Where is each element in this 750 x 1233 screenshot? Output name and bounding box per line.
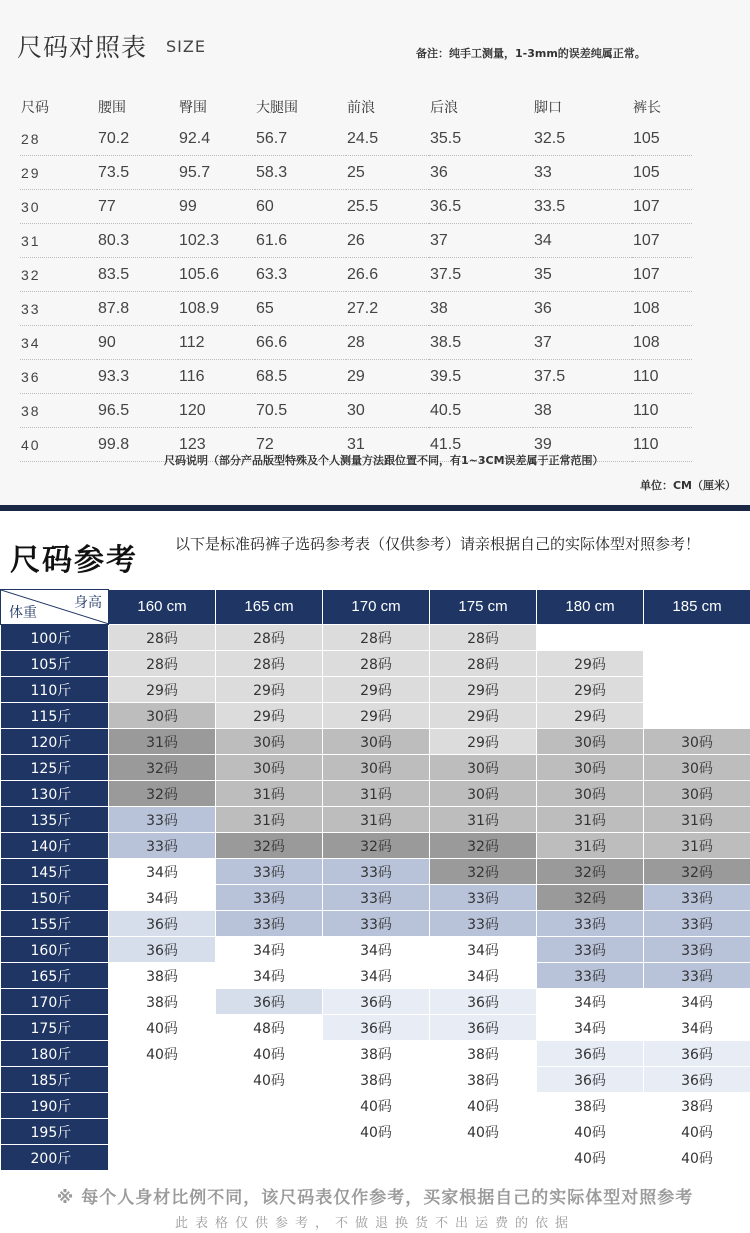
size-cell: 31码: [216, 781, 323, 807]
table-cell: 37.5: [533, 360, 632, 394]
weight-row-header: 135斤: [1, 807, 109, 833]
table-cell: 99: [178, 190, 255, 224]
unit-label: 单位：CM（厘米）: [639, 479, 736, 492]
size-cell: 29码: [537, 651, 644, 677]
table-cell: 80.3: [97, 224, 178, 258]
size-cell: 40码: [109, 1015, 216, 1041]
size-cell: 31码: [430, 807, 537, 833]
table-cell: 38: [429, 292, 533, 326]
weight-row-header: 115斤: [1, 703, 109, 729]
weight-row-header: 100斤: [1, 625, 109, 651]
size-cell: 33码: [109, 833, 216, 859]
table-cell: 116: [178, 360, 255, 394]
weight-row-header: 185斤: [1, 1067, 109, 1093]
table-cell: 60: [255, 190, 346, 224]
size-cell: 40码: [644, 1145, 750, 1171]
table-cell: 105.6: [178, 258, 255, 292]
size-col-header: 大腿围: [256, 100, 298, 116]
size-cell: 29码: [109, 677, 216, 703]
table-cell: 37: [533, 326, 632, 360]
size-col-header: 裤长: [633, 100, 661, 116]
table-cell: 40.5: [429, 394, 533, 428]
table-cell: 30: [346, 394, 429, 428]
table-corner: [1, 590, 109, 625]
table-row: [20, 156, 692, 190]
weight-row-header: 140斤: [1, 833, 109, 859]
size-cell: 29码: [216, 677, 323, 703]
size-cell: 34码: [216, 937, 323, 963]
table-cell: 35.5: [429, 122, 533, 156]
size-cell: 30码: [644, 729, 750, 755]
table-row: [1, 1015, 750, 1041]
table-row: [20, 360, 692, 394]
table-cell: 87.8: [97, 292, 178, 326]
size-col-header: 前浪: [347, 100, 375, 116]
size-cell: 28码: [109, 625, 216, 651]
weight-row-header: 165斤: [1, 963, 109, 989]
table-cell: 95.7: [178, 156, 255, 190]
height-col-header: 160 cm: [109, 590, 216, 625]
size-cell: [430, 1145, 537, 1171]
size-cell: 36码: [430, 989, 537, 1015]
table-cell: 99.8: [97, 428, 178, 462]
table-cell: 123: [178, 428, 255, 462]
size-cell: 38码: [323, 1041, 430, 1067]
size-cell: 30码: [537, 755, 644, 781]
corner-weight-label: 体重: [9, 605, 37, 621]
table-cell: 70.2: [97, 122, 178, 156]
size-cell: 29码: [323, 703, 430, 729]
weight-row-header: 120斤: [1, 729, 109, 755]
size-cell: [644, 677, 750, 703]
table-cell: 36: [20, 360, 97, 394]
table-cell: 31: [346, 428, 429, 462]
size-cell: 32码: [644, 859, 750, 885]
table-cell: 107: [632, 190, 692, 224]
weight-row-header: 110斤: [1, 677, 109, 703]
table-row: [1, 833, 750, 859]
table-cell: 33.5: [533, 190, 632, 224]
table-cell: 35: [533, 258, 632, 292]
size-cell: 29码: [537, 703, 644, 729]
size-cell: 30码: [644, 755, 750, 781]
table-cell: 32: [20, 258, 97, 292]
table-row: [20, 394, 692, 428]
size-reference-section: [0, 505, 750, 1233]
table-row: [1, 859, 750, 885]
weight-row-header: 150斤: [1, 885, 109, 911]
size-cell: 33码: [323, 911, 430, 937]
table-cell: 77: [97, 190, 178, 224]
table-cell: 66.6: [255, 326, 346, 360]
size-col-header: 后浪: [430, 100, 458, 116]
size-cell: 38码: [430, 1041, 537, 1067]
size-cell: 33码: [430, 885, 537, 911]
size-cell: 29码: [323, 677, 430, 703]
size-cell: 34码: [216, 963, 323, 989]
table-cell: 32.5: [533, 122, 632, 156]
table-row: [1, 729, 750, 755]
table-cell: 26: [346, 224, 429, 258]
size-cell: 31码: [216, 807, 323, 833]
weight-row-header: 125斤: [1, 755, 109, 781]
size-cell: 30码: [644, 781, 750, 807]
table-row: [20, 326, 692, 360]
size-cell: 31码: [537, 807, 644, 833]
size-cell: 33码: [430, 911, 537, 937]
size-cell: [644, 625, 750, 651]
size-cell: 30码: [430, 781, 537, 807]
size-cell: 33码: [216, 859, 323, 885]
weight-row-header: 195斤: [1, 1119, 109, 1145]
measurement-note: 备注：纯手工测量，1-3mm的误差纯属正常。: [416, 47, 646, 60]
size-cell: 36码: [323, 1015, 430, 1041]
size-col-header: 腰围: [98, 100, 126, 116]
size-cell: 31码: [644, 807, 750, 833]
weight-row-header: 160斤: [1, 937, 109, 963]
size-cell: 30码: [216, 755, 323, 781]
table-cell: 27.2: [346, 292, 429, 326]
size-cell: 33码: [537, 911, 644, 937]
table-row: [1, 937, 750, 963]
table-row: [1, 1145, 750, 1171]
table-cell: 29: [20, 156, 97, 190]
table-cell: 107: [632, 258, 692, 292]
table-cell: 40: [20, 428, 97, 462]
size-cell: 30码: [216, 729, 323, 755]
reference-title: 尺码参考: [10, 543, 138, 578]
table-cell: 107: [632, 224, 692, 258]
table-row: [1, 625, 750, 651]
table-cell: 83.5: [97, 258, 178, 292]
size-cell: 36码: [537, 1067, 644, 1093]
size-cell: [109, 1093, 216, 1119]
size-cell: 34码: [644, 989, 750, 1015]
size-cell: [644, 703, 750, 729]
size-cell: 34码: [537, 1015, 644, 1041]
reference-disclaimer: 此表格仅供参考，不做退换货不出运费的依据: [174, 1216, 575, 1231]
height-col-header: 175 cm: [430, 590, 537, 625]
table-row: [20, 292, 692, 326]
table-row: [1, 989, 750, 1015]
size-cell: [109, 1067, 216, 1093]
weight-row-header: 180斤: [1, 1041, 109, 1067]
table-cell: 36: [533, 292, 632, 326]
table-cell: 120: [178, 394, 255, 428]
size-footnote: 尺码说明（部分产品版型特殊及个人测量方法跟位置不同，有1~3CM误差属于正常范围）: [164, 454, 604, 467]
weight-row-header: 200斤: [1, 1145, 109, 1171]
size-cell: 30码: [430, 755, 537, 781]
size-col-header: 尺码: [21, 100, 49, 116]
table-cell: 68.5: [255, 360, 346, 394]
size-cell: 30码: [109, 703, 216, 729]
height-col-header: 170 cm: [323, 590, 430, 625]
table-cell: 33: [20, 292, 97, 326]
size-cell: 34码: [323, 937, 430, 963]
table-cell: 37.5: [429, 258, 533, 292]
table-cell: 108: [632, 326, 692, 360]
size-cell: 29码: [430, 677, 537, 703]
table-cell: 28: [20, 122, 97, 156]
table-cell: 110: [632, 360, 692, 394]
size-cell: 38码: [109, 963, 216, 989]
size-cell: 36码: [109, 937, 216, 963]
table-cell: 39.5: [429, 360, 533, 394]
size-cell: 32码: [430, 859, 537, 885]
size-cell: 40码: [537, 1119, 644, 1145]
table-cell: 105: [632, 122, 692, 156]
size-cell: 34码: [323, 963, 430, 989]
table-cell: 31: [20, 224, 97, 258]
size-cell: 32码: [109, 755, 216, 781]
size-cell: 34码: [109, 859, 216, 885]
table-cell: 38: [20, 394, 97, 428]
table-cell: 26.6: [346, 258, 429, 292]
reference-table: [0, 589, 750, 1171]
table-cell: 92.4: [178, 122, 255, 156]
table-row: [1, 911, 750, 937]
size-cell: 30码: [537, 781, 644, 807]
size-chart-title-en: SIZE: [166, 37, 206, 56]
table-cell: 61.6: [255, 224, 346, 258]
table-cell: 102.3: [178, 224, 255, 258]
corner-height-label: 身高: [74, 595, 102, 611]
size-cell: 33码: [644, 963, 750, 989]
size-cell: 28码: [216, 651, 323, 677]
size-cell: 38码: [537, 1093, 644, 1119]
table-cell: 41.5: [429, 428, 533, 462]
table-cell: 39: [533, 428, 632, 462]
table-cell: 38.5: [429, 326, 533, 360]
table-row: [1, 1119, 750, 1145]
table-cell: 73.5: [97, 156, 178, 190]
weight-row-header: 175斤: [1, 1015, 109, 1041]
height-col-header: 185 cm: [644, 590, 750, 625]
size-cell: [216, 1119, 323, 1145]
size-chart-title: 尺码对照表: [17, 33, 148, 62]
height-col-header: 165 cm: [216, 590, 323, 625]
size-cell: 33码: [323, 885, 430, 911]
table-cell: 70.5: [255, 394, 346, 428]
size-cell: 33码: [537, 963, 644, 989]
size-cell: 30码: [537, 729, 644, 755]
table-cell: 36: [429, 156, 533, 190]
size-cell: [216, 1145, 323, 1171]
table-cell: 56.7: [255, 122, 346, 156]
size-cell: 28码: [109, 651, 216, 677]
size-cell: 34码: [644, 1015, 750, 1041]
table-cell: 108.9: [178, 292, 255, 326]
table-cell: 112: [178, 326, 255, 360]
table-cell: 28: [346, 326, 429, 360]
size-cell: 36码: [644, 1067, 750, 1093]
table-row: [1, 651, 750, 677]
table-cell: 34: [20, 326, 97, 360]
table-cell: 110: [632, 428, 692, 462]
size-cell: 36码: [537, 1041, 644, 1067]
table-cell: 30: [20, 190, 97, 224]
size-cell: 31码: [323, 781, 430, 807]
size-cell: 33码: [109, 807, 216, 833]
reference-intro: 以下是标准码裤子选码参考表（仅供参考）请亲根据自己的实际体型对照参考！: [175, 535, 701, 553]
size-cell: 36码: [216, 989, 323, 1015]
weight-row-header: 155斤: [1, 911, 109, 937]
table-row: [20, 122, 692, 156]
size-cell: 32码: [109, 781, 216, 807]
table-row: [20, 190, 692, 224]
size-cell: 34码: [430, 937, 537, 963]
size-chart-section: [0, 0, 750, 505]
size-cell: 31码: [109, 729, 216, 755]
size-cell: 33码: [537, 937, 644, 963]
size-col-header: 臀围: [179, 100, 207, 116]
size-cell: 29码: [537, 677, 644, 703]
table-cell: 105: [632, 156, 692, 190]
table-row: [1, 755, 750, 781]
size-cell: [109, 1145, 216, 1171]
size-cell: 33码: [216, 885, 323, 911]
size-cell: 31码: [644, 833, 750, 859]
table-row: [1, 885, 750, 911]
weight-row-header: 190斤: [1, 1093, 109, 1119]
size-cell: 40码: [216, 1041, 323, 1067]
size-cell: 28码: [430, 625, 537, 651]
table-cell: 58.3: [255, 156, 346, 190]
size-cell: 40码: [644, 1119, 750, 1145]
size-cell: 40码: [430, 1093, 537, 1119]
size-cell: 36码: [323, 989, 430, 1015]
reference-footnote: ※ 每个人身材比例不同，该尺码表仅作参考，买家根据自己的实际体型对照参考: [56, 1188, 694, 1208]
table-row: [1, 781, 750, 807]
table-row: [1, 963, 750, 989]
size-cell: 28码: [430, 651, 537, 677]
size-cell: 29码: [430, 729, 537, 755]
size-cell: 29码: [430, 703, 537, 729]
size-cell: [323, 1145, 430, 1171]
weight-row-header: 130斤: [1, 781, 109, 807]
size-cell: 33码: [644, 937, 750, 963]
size-cell: 34码: [537, 989, 644, 1015]
size-cell: 33码: [323, 859, 430, 885]
size-cell: 38码: [323, 1067, 430, 1093]
table-row: [1, 1041, 750, 1067]
height-col-header: 180 cm: [537, 590, 644, 625]
size-cell: 32码: [537, 859, 644, 885]
table-cell: 33: [533, 156, 632, 190]
size-cell: 40码: [323, 1093, 430, 1119]
table-row: [1, 1067, 750, 1093]
table-cell: 65: [255, 292, 346, 326]
size-cell: [644, 651, 750, 677]
size-cell: 32码: [216, 833, 323, 859]
table-cell: 110: [632, 394, 692, 428]
size-cell: 40码: [430, 1119, 537, 1145]
size-cell: 38码: [430, 1067, 537, 1093]
size-cell: 36码: [430, 1015, 537, 1041]
size-col-header: 脚口: [534, 100, 562, 116]
table-cell: 24.5: [346, 122, 429, 156]
size-cell: 31码: [537, 833, 644, 859]
size-cell: 29码: [216, 703, 323, 729]
size-cell: [109, 1119, 216, 1145]
size-cell: 36码: [644, 1041, 750, 1067]
size-cell: 30码: [323, 755, 430, 781]
size-cell: 33码: [216, 911, 323, 937]
size-cell: [537, 625, 644, 651]
size-cell: 40码: [109, 1041, 216, 1067]
size-cell: 32码: [537, 885, 644, 911]
size-cell: 34码: [109, 885, 216, 911]
table-cell: 72: [255, 428, 346, 462]
table-cell: 90: [97, 326, 178, 360]
table-row: [1, 677, 750, 703]
size-cell: 28码: [323, 625, 430, 651]
table-row: [1, 703, 750, 729]
weight-row-header: 145斤: [1, 859, 109, 885]
table-cell: 25: [346, 156, 429, 190]
size-cell: 40码: [216, 1067, 323, 1093]
table-cell: 37: [429, 224, 533, 258]
table-row: [1, 1093, 750, 1119]
size-cell: 38码: [644, 1093, 750, 1119]
size-cell: 33码: [644, 885, 750, 911]
size-cell: 48码: [216, 1015, 323, 1041]
weight-row-header: 170斤: [1, 989, 109, 1015]
table-cell: 63.3: [255, 258, 346, 292]
size-cell: 40码: [323, 1119, 430, 1145]
table-cell: 34: [533, 224, 632, 258]
size-cell: 31码: [323, 807, 430, 833]
table-cell: 36.5: [429, 190, 533, 224]
table-cell: 96.5: [97, 394, 178, 428]
table-cell: 29: [346, 360, 429, 394]
table-row: [1, 807, 750, 833]
size-cell: 38码: [109, 989, 216, 1015]
weight-row-header: 105斤: [1, 651, 109, 677]
size-cell: 32码: [430, 833, 537, 859]
size-table: [20, 92, 692, 462]
size-cell: 32码: [323, 833, 430, 859]
size-cell: 40码: [537, 1145, 644, 1171]
size-cell: 30码: [323, 729, 430, 755]
table-cell: 93.3: [97, 360, 178, 394]
size-cell: 33码: [644, 911, 750, 937]
size-cell: 28码: [323, 651, 430, 677]
table-row: [20, 258, 692, 292]
table-cell: 38: [533, 394, 632, 428]
size-cell: 34码: [430, 963, 537, 989]
table-row: [20, 224, 692, 258]
size-cell: 28码: [216, 625, 323, 651]
table-cell: 25.5: [346, 190, 429, 224]
size-cell: 36码: [109, 911, 216, 937]
table-cell: 108: [632, 292, 692, 326]
size-cell: [216, 1093, 323, 1119]
